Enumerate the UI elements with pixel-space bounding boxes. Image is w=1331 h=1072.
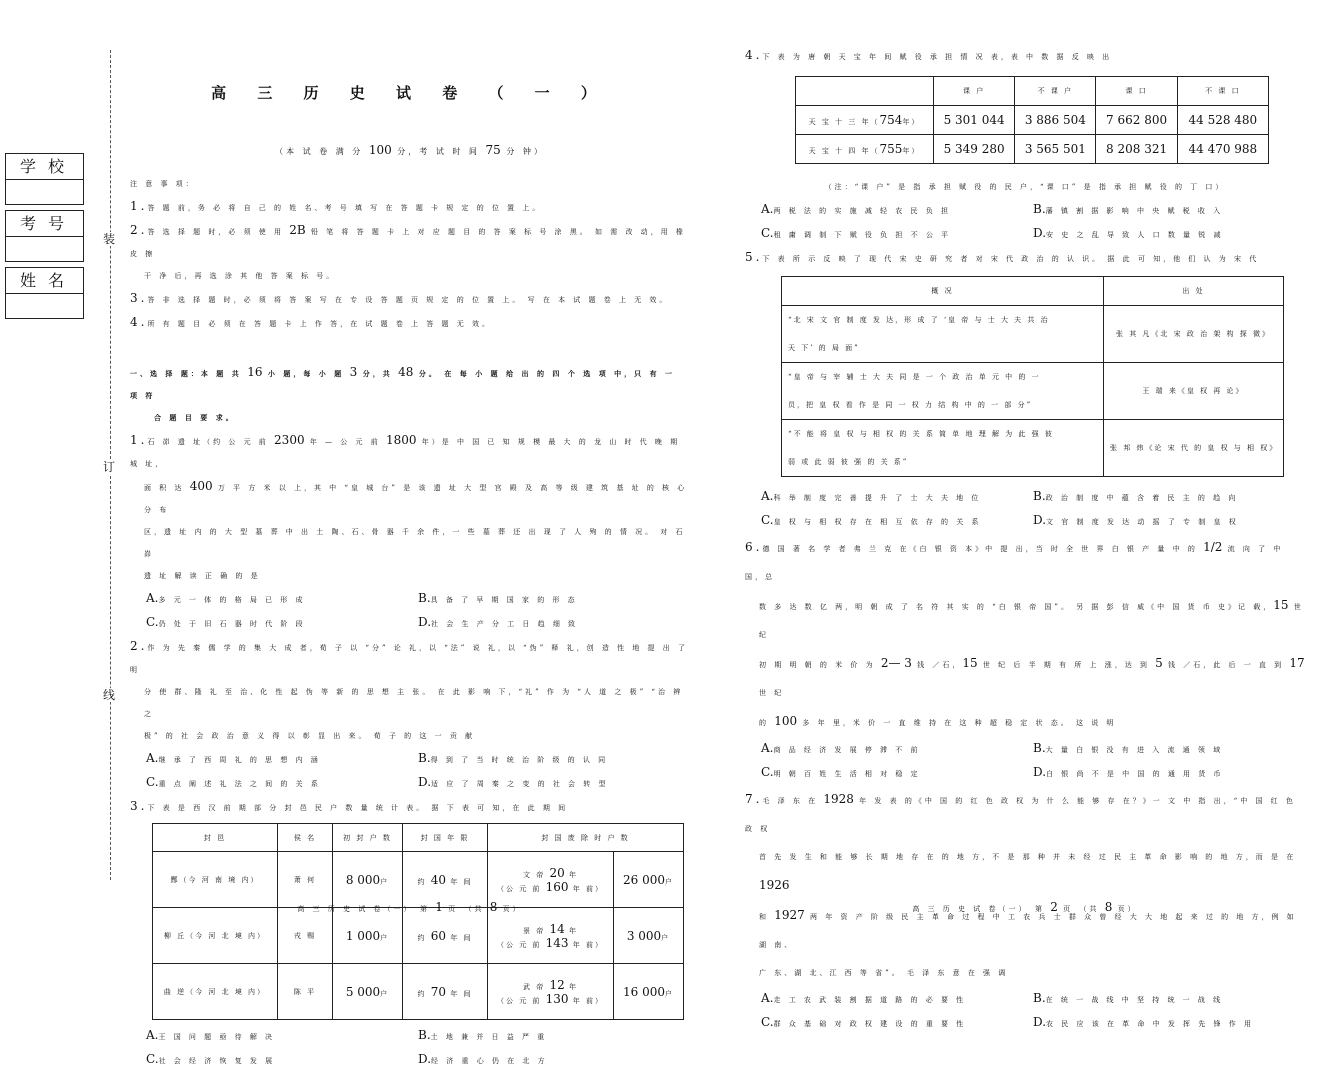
q5-header-summary: 概 况	[782, 277, 1104, 306]
q5-cell-source: 张 其 凡《北 宋 政 治 架 构 探 微》	[1104, 306, 1284, 363]
table-row	[796, 106, 1269, 135]
page-1	[130, 0, 690, 1066]
q5-cell-summary: “皇 帝 与 宰 辅 士 大 夫 同 是 一 个 政 治 单 元 中 的 一 员，把 皇 权 看 作 是 同 一 权 力 结 构 中 的 一 部 分”	[782, 363, 1104, 420]
q7-option-c[interactable]: C.群 众 基 础 对 政 权 建 设 的 重 要 性	[761, 1015, 967, 1029]
notice-heading: 注 意 事 项：	[130, 180, 196, 188]
q4-options-row-2	[745, 222, 1305, 246]
q3-option-c[interactable]: C.社 会 经 济 恢 复 发 展	[146, 1052, 276, 1066]
q4-cell: 7 662 800	[1096, 106, 1177, 135]
section-1-header: 一、选 择 题：本 题 共 16 小 题，每 小 题 3 分，共 48 分。 在 每 小 题 给 出 的 四 个 选 项 中，只 有 一 项 符	[130, 365, 676, 400]
q2-line-2: 分 使 群、隆 礼 至 治、化 性 起 伪 等 新 的 思 想 主 张。 在 此 影 响 下，“礼” 作 为 “人 道 之 极” “治 辨 之	[144, 688, 684, 718]
q1-options-row-2	[130, 611, 690, 635]
q5-option-c[interactable]: C.皇 权 与 相 权 存 在 相 互 依 存 的 关 系	[761, 513, 982, 527]
table-row	[153, 964, 684, 1020]
q7-option-d[interactable]: D.农 民 应 该 在 革 命 中 发 挥 先 锋 作 用	[1033, 1015, 1254, 1029]
q3-cell-years: 约 70 年 间	[403, 964, 488, 1020]
q3-cell-final: 16 000户	[614, 964, 684, 1020]
q3-header-final: 封 国 废 除 时 户 数	[488, 824, 684, 852]
q4-row-label: 天 宝 十 三 年（754年）	[796, 106, 934, 135]
q4-note: （注：“课 户” 是 指 承 担 赋 役 的 民 户，“课 口” 是 指 承 担 赋 役 的 丁 口）	[824, 183, 1226, 191]
table-row	[782, 420, 1284, 477]
q6-option-d[interactable]: D.白 银 尚 不 是 中 国 的 通 用 货 币	[1033, 765, 1224, 779]
q2-option-c[interactable]: C.重 点 阐 述 礼 法 之 间 的 关 系	[146, 775, 321, 789]
q3-cell-marquis: 萧 何	[278, 852, 333, 908]
q5-option-b[interactable]: B.政 治 制 度 中 蕴 含 着 民 主 的 趋 向	[1033, 489, 1239, 503]
exam-title: 高 三 历 史 试 卷 （ 一 ）	[211, 84, 609, 102]
q4-option-d[interactable]: D.安 史 之 乱 导 致 人 口 数 量 锐 减	[1033, 226, 1224, 240]
q3-header-years: 封 国 年 限	[403, 824, 488, 852]
q3-table	[152, 823, 684, 1020]
q6-option-a[interactable]: A.商 品 经 济 发 展 停 滞 不 前	[761, 741, 921, 755]
q5-table	[781, 276, 1284, 477]
q4-row-label: 天 宝 十 四 年（755年）	[796, 135, 934, 164]
q5-options-row-2	[745, 509, 1305, 533]
q2-option-a[interactable]: A.继 承 了 西 周 礼 的 思 想 内 涵	[146, 751, 321, 765]
exam-subtitle: （本 试 卷 满 分 100 分，考 试 时 间 75 分 钟）	[275, 143, 545, 157]
q4-cell: 5 301 044	[934, 106, 1015, 135]
q3-options-row-2	[130, 1048, 690, 1072]
page-2	[745, 0, 1305, 1029]
notice-3: 3.答 非 选 择 题 时，必 须 将 答 案 写 在 专 设 答 题 页 规 定 的 位 置 上。 写 在 本 试 题 卷 上 无 效。	[130, 291, 670, 305]
q6-line-2: 数 多 达 数 亿 两，明 朝 成 了 名 符 其 实 的 “白 银 帝 国”。 另 据 彭 信 威《中 国 货 币 史》记 载，15 世 纪	[759, 598, 1304, 639]
q1-line-3: 区，遗 址 内 的 大 型 墓 葬 中 出 土 陶、石、骨 器 千 余 件，一 些 墓 葬 还 出 现 了 人 殉 的 情 况。 对 石 峁	[144, 528, 686, 558]
q4-table	[795, 76, 1269, 164]
q6-options-row-1	[745, 737, 1305, 761]
q3-option-b[interactable]: B.土 地 兼 并 日 益 严 重	[418, 1028, 548, 1042]
q3-cell-initial: 5 000户	[333, 964, 403, 1020]
page-2-footer: 高 三 历 史 试 卷（一） 第 2 页 （共 8 页）	[912, 900, 1138, 914]
q4-cell: 44 528 480	[1177, 106, 1268, 135]
q4-cell: 3 886 504	[1015, 106, 1096, 135]
q7-options-row-1	[745, 987, 1305, 1011]
q3-cell-initial: 8 000户	[333, 852, 403, 908]
q3-cell-place: 酂（今 河 南 境 内）	[153, 852, 278, 908]
q5-header-source: 出 处	[1104, 277, 1284, 306]
q7-line-4: 广 东、湖 北、江 西 等 省”。 毛 泽 东 意 在 强 调	[759, 969, 1009, 977]
q2-option-b[interactable]: B.得 到 了 当 时 统 治 阶 级 的 认 同	[418, 751, 609, 765]
q3-cell-final: 3 000户	[614, 908, 684, 964]
q3-cell-place: 柳 丘（今 河 北 境 内）	[153, 908, 278, 964]
q3-cell-final: 26 000户	[614, 852, 684, 908]
q6-option-b[interactable]: B.大 量 白 银 没 有 进 入 流 通 领 域	[1033, 741, 1224, 755]
q4-cell: 44 470 988	[1177, 135, 1268, 164]
q3-header-place: 封 邑	[153, 824, 278, 852]
q7-option-b[interactable]: B.在 统 一 战 线 中 坚 持 统 一 战 线	[1033, 991, 1224, 1005]
notice-2-cont: 干 净 后，再 选 涂 其 他 答 案 标 号。	[144, 272, 337, 280]
q6-line-3: 初 期 明 朝 的 米 价 为 2— 3 钱 ／石，15 世 纪 后 半 期 有 所 上 涨，达 到 5 钱 ／石，此 后 一 直 到 17 世 纪	[759, 656, 1305, 697]
q5-cell-source: 张 邦 炜《论 宋 代 的 皇 权 与 相 权》	[1104, 420, 1284, 477]
q2-line-3: 极” 的 社 会 政 治 意 义 得 以 彰 显 出 来。 荀 子 的 这 一 贡 献	[144, 732, 476, 740]
notice-1: 1.答 题 前，务 必 将 自 己 的 姓 名、考 号 填 写 在 答 题 卡 规 定 的 位 置 上。	[130, 199, 543, 213]
notice-2: 2.答 选 择 题 时，必 须 使 用 2B 铅 笔 将 答 题 卡 上 对 应 题 目 的 答 案 标 号 涂 黑。 如 需 改 动，用 橡 皮 擦	[130, 223, 686, 258]
name-box	[5, 267, 84, 319]
q7-line-1: 7.毛 泽 东 在 1928 年 发 表 的《中 国 的 红 色 政 权 为 什 么 能 够 存 在？》一 文 中 指 出，“中 国 红 色 政 权	[745, 792, 1296, 833]
q7-options-row-2	[745, 1011, 1305, 1035]
q2-line-1: 2.作 为 先 秦 儒 学 的 集 大 成 者，荀 子 以 “分” 论 礼，以 “法” 说 礼，以 “伪” 释 礼，创 造 性 地 提 出 了 明	[130, 639, 689, 674]
q2-options-row-1	[130, 747, 690, 771]
q1-line-1: 1.石 峁 遗 址（约 公 元 前 2300 年 — 公 元 前 1800 年）是 中 国 已 知 规 模 最 大 的 龙 山 时 代 晚 期 城 址，	[130, 433, 681, 468]
q4-option-a[interactable]: A.两 税 法 的 实 施 减 轻 农 民 负 担	[761, 202, 951, 216]
table-row	[153, 908, 684, 964]
table-row	[782, 363, 1284, 420]
q4-option-c[interactable]: C.租 庸 调 制 下 赋 役 负 担 不 公 平	[761, 226, 952, 240]
q5-option-a[interactable]: A.科 举 制 度 完 善 提 升 了 士 大 夫 地 位	[761, 489, 982, 503]
q7-option-a[interactable]: A.走 工 农 武 装 割 据 道 路 的 必 要 性	[761, 991, 967, 1005]
q3-cell-marquis: 陈 平	[278, 964, 333, 1020]
q4-header-untaxed-persons: 不 课 口	[1177, 77, 1268, 106]
q6-option-c[interactable]: C.明 朝 百 姓 生 活 相 对 稳 定	[761, 765, 921, 779]
q1-option-a[interactable]: A.多 元 一 体 的 格 局 已 形 成	[146, 591, 306, 605]
q2-options-row-2	[130, 771, 690, 795]
q4-cell: 3 565 501	[1015, 135, 1096, 164]
q3-cell-time: 景 帝 14 年 （公 元 前 143 年 前）	[488, 908, 614, 964]
q3-cell-marquis: 戎 赐	[278, 908, 333, 964]
q6-line-4: 的 100 多 年 里，米 价 一 直 维 持 在 这 种 超 稳 定 状 态。 这 说 明	[759, 714, 1117, 728]
page-1-footer: 高 三 历 史 试 卷（一） 第 1 页 （共 8 页）	[297, 900, 523, 914]
exam-number-label: 考号	[6, 211, 83, 237]
q1-option-c[interactable]: C.仍 处 于 旧 石 器 时 代 阶 段	[146, 615, 306, 629]
q3-cell-time: 文 帝 20 年 （公 元 前 160 年 前）	[488, 852, 614, 908]
q3-cell-time: 武 帝 12 年 （公 元 前 130 年 前）	[488, 964, 614, 1020]
q7-line-2: 首 先 发 生 和 能 够 长 期 地 存 在 的 地 方，不 是 那 种 并 未 经 过 民 主 革 命 影 响 的 地 方，而 是 在 1926	[759, 853, 1297, 892]
q4-header-taxed-households: 课 户	[934, 77, 1015, 106]
q4-header-taxed-persons: 课 口	[1096, 77, 1177, 106]
q4-option-b[interactable]: B.藩 镇 割 据 影 响 中 央 赋 税 收 入	[1033, 202, 1224, 216]
table-row	[796, 135, 1269, 164]
q3-options-row-1	[130, 1024, 690, 1048]
q3-option-a[interactable]: A.王 国 问 题 亟 待 解 决	[146, 1028, 276, 1042]
q4-stem: 4.下 表 为 唐 朝 天 宝 年 间 赋 役 承 担 情 况 表，表 中 数 据 反 映 出	[745, 48, 1113, 62]
q5-cell-source: 王 瑞 来《皇 权 再 论》	[1104, 363, 1284, 420]
name-label: 姓名	[6, 268, 83, 294]
q5-option-d[interactable]: D.文 官 制 度 发 达 动 摇 了 专 制 皇 权	[1033, 513, 1239, 527]
q5-options-row-1	[745, 485, 1305, 509]
q3-stem: 3.下 表 是 西 汉 前 期 部 分 封 邑 民 户 数 量 统 计 表。 据 下 表 可 知，在 此 期 间	[130, 799, 569, 813]
binding-char-ding: 订	[103, 460, 116, 474]
q6-options-row-2	[745, 761, 1305, 785]
q4-cell: 5 349 280	[934, 135, 1015, 164]
q3-cell-place: 曲 逆（今 河 北 境 内）	[153, 964, 278, 1020]
q1-line-4: 遗 址 解 读 正 确 的 是	[144, 572, 261, 580]
q2-option-d[interactable]: D.适 应 了 周 秦 之 变 的 社 会 转 型	[418, 775, 609, 789]
q3-option-d[interactable]: D.经 济 重 心 仍 在 北 方	[418, 1052, 548, 1066]
school-box	[5, 153, 84, 205]
exam-number-box	[5, 210, 84, 262]
q5-cell-summary: “不 能 将 皇 权 与 相 权 的 关 系 简 单 地 理 解 为 此 强 彼 弱 或 此 弱 彼 强 的 关 系”	[782, 420, 1104, 477]
notice-4: 4.所 有 题 目 必 须 在 答 题 卡 上 作 答，在 试 题 卷 上 答 题 无 效。	[130, 315, 492, 329]
q3-cell-initial: 1 000户	[333, 908, 403, 964]
binding-char-zhuang: 装	[103, 232, 116, 246]
q1-options-row-1	[130, 587, 690, 611]
q1-line-2: 面 积 达 400 万 平 方 米 以 上，其 中 “皇 城 台” 是 该 遗 址 大 型 宫 殿 及 高 等 级 建 筑 基 址 的 核 心 分 布	[144, 479, 688, 514]
q5-stem: 5.下 表 所 示 反 映 了 现 代 宋 史 研 究 者 对 宋 代 政 治 的 认 识。 据 此 可 知，他 们 认 为 宋 代	[745, 250, 1260, 264]
q3-header-initial: 初 封 户 数	[333, 824, 403, 852]
q3-cell-years: 约 40 年 间	[403, 852, 488, 908]
q4-header-untaxed-households: 不 课 户	[1015, 77, 1096, 106]
q3-header-marquis: 侯 名	[278, 824, 333, 852]
q4-header-empty	[796, 77, 934, 106]
binding-char-xian: 线	[103, 688, 116, 702]
section-1-header-cont: 合 题 目 要 求。	[154, 413, 236, 422]
q3-cell-years: 约 60 年 间	[403, 908, 488, 964]
q1-option-b[interactable]: B.具 备 了 早 期 国 家 的 形 态	[418, 591, 578, 605]
q4-options-row-1	[745, 198, 1305, 222]
school-label: 学校	[6, 154, 83, 180]
q5-cell-summary: “北 宋 文 官 制 度 发 达，形 成 了 ‘皇 帝 与 士 大 夫 共 治 天 下’ 的 局 面”	[782, 306, 1104, 363]
table-row	[782, 306, 1284, 363]
q6-line-1: 6.德 国 著 名 学 者 弗 兰 克 在《白 银 资 本》中 提 出，当 时 全 世 界 白 银 产 量 中 的 1/2 流 向 了 中 国，总	[745, 540, 1284, 581]
q4-cell: 8 208 321	[1096, 135, 1177, 164]
q7-line-3: 和 1927 两 年 资 产 阶 级 民 主 革 命 过 程 中 工 农 兵 士 群 众 曾 经 大 大 地 起 来 过 的 地 方，例 如 湖 南、	[759, 908, 1297, 949]
q1-option-d[interactable]: D.社 会 生 产 分 工 日 趋 细 致	[418, 615, 579, 629]
